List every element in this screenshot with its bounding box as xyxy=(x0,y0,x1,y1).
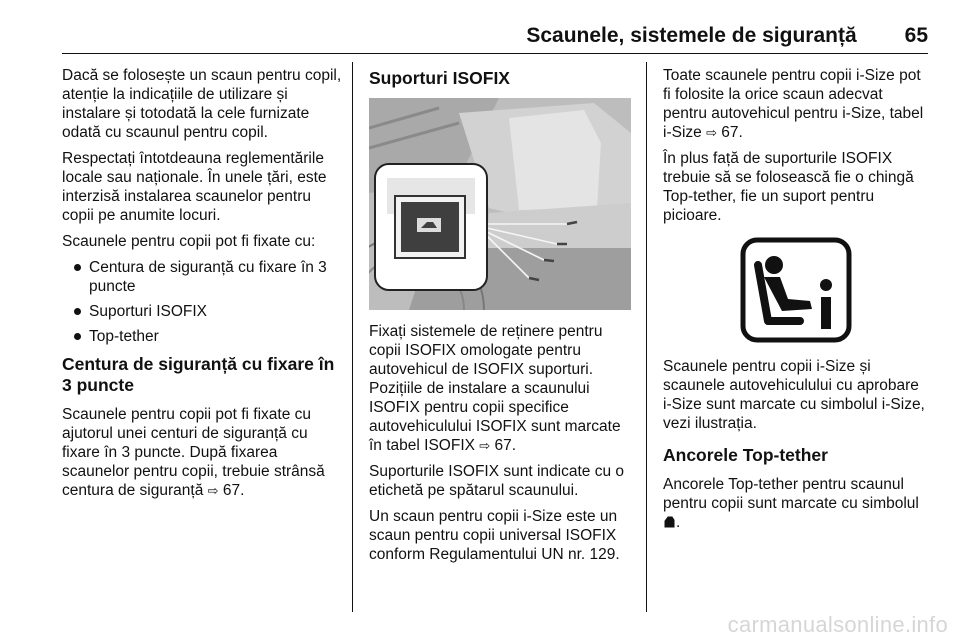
paragraph-text: Scaunele pentru copii pot fi fixate cu ajutorul unei centuri de siguranță cu fixare în 3 puncte. După fixarea scaunelor pentru copii, trebuie strânsă centura de siguranță xyxy=(62,406,325,499)
paragraph: Respectați întotdeauna reglementările locale sau naționale. În unele țări, este interzisă instalarea scaunelor pentru copii pe anumite locuri. xyxy=(62,150,327,224)
header-divider xyxy=(62,53,928,54)
top-tether-icon xyxy=(663,515,676,528)
page-ref[interactable]: 67. xyxy=(494,437,517,454)
header-title: Scaunele, sistemele de siguranță xyxy=(526,24,857,47)
list-item: Suporturi ISOFIX xyxy=(62,302,344,321)
paragraph: În plus față de suporturile ISOFIX trebuie să se folosească fie o chingă Top-tether, fie un suport pentru picioare. xyxy=(663,150,914,224)
page-ref-icon: ⇨ xyxy=(706,125,717,140)
column-divider-1 xyxy=(352,62,353,612)
paragraph: Scaunele pentru copii i-Size și scaunele autovehiculului cu aprobare i-Size sunt marcate cu simbolul i-Size, vezi ilustrația. xyxy=(663,358,925,432)
page-ref[interactable]: 67. xyxy=(222,482,245,499)
i-size-symbol-icon xyxy=(740,237,852,343)
section-heading: Centura de siguranță cu fixare în 3 puncte xyxy=(62,354,335,395)
column-1 xyxy=(62,66,344,507)
section-heading: Suporturi ISOFIX xyxy=(369,68,510,88)
paragraph xyxy=(62,405,344,500)
column-3 xyxy=(663,66,928,539)
page-ref[interactable]: 67. xyxy=(721,124,743,141)
paragraph-text: Toate scaunele pentru copii i-Size pot fi folosite la orice scaun adecvat pentru autovehicul pentru i-Size, tabel i-Size xyxy=(663,67,924,141)
column-2 xyxy=(369,66,637,571)
section-heading: Ancorele Top-tether xyxy=(663,445,828,465)
page-ref-icon: ⇨ xyxy=(207,483,219,498)
bullet-list xyxy=(62,258,344,346)
paragraph: Suporturile ISOFIX sunt indicate cu o etichetă pe spătarul scaunului. xyxy=(369,463,625,499)
page-number: 65 xyxy=(904,24,928,47)
page-ref-icon: ⇨ xyxy=(479,438,491,453)
paragraph-text: Fixați sistemele de reținere pentru copii ISOFIX omologate pentru autovehicul de ISOFIX suporturi. Pozițiile de instalare a scaunului ISOFIX pentru copii specifice autovehiculului ISOFIX sunt marcate în tabel ISOFIX xyxy=(369,323,621,454)
paragraph xyxy=(663,66,928,142)
paragraph: Un scaun pentru copii i-Size este un scaun pentru copii universal ISOFIX conform Regulamentului UN nr. 129. xyxy=(369,508,620,563)
list-item: Centura de siguranță cu fixare în 3 puncte xyxy=(62,258,344,296)
paragraph: Dacă se folosește un scaun pentru copil, atenție la indicațiile de utilizare și instalare și totodată la cele furnizate odată cu scaunul pentru copil. xyxy=(62,67,342,141)
isofix-seat-illustration-image xyxy=(369,98,631,310)
watermark: carmanualsonline.info xyxy=(727,612,948,637)
list-item: Top-tether xyxy=(62,327,344,346)
paragraph xyxy=(369,322,637,455)
paragraph-text: Ancorele Top-tether pentru scaunul pentru copii sunt marcate cu simbolul xyxy=(663,476,919,512)
page-header xyxy=(0,24,928,52)
paragraph-end: . xyxy=(676,514,681,531)
paragraph xyxy=(663,475,928,532)
paragraph: Scaunele pentru copii pot fi fixate cu: xyxy=(62,233,316,250)
column-divider-2 xyxy=(646,62,647,612)
